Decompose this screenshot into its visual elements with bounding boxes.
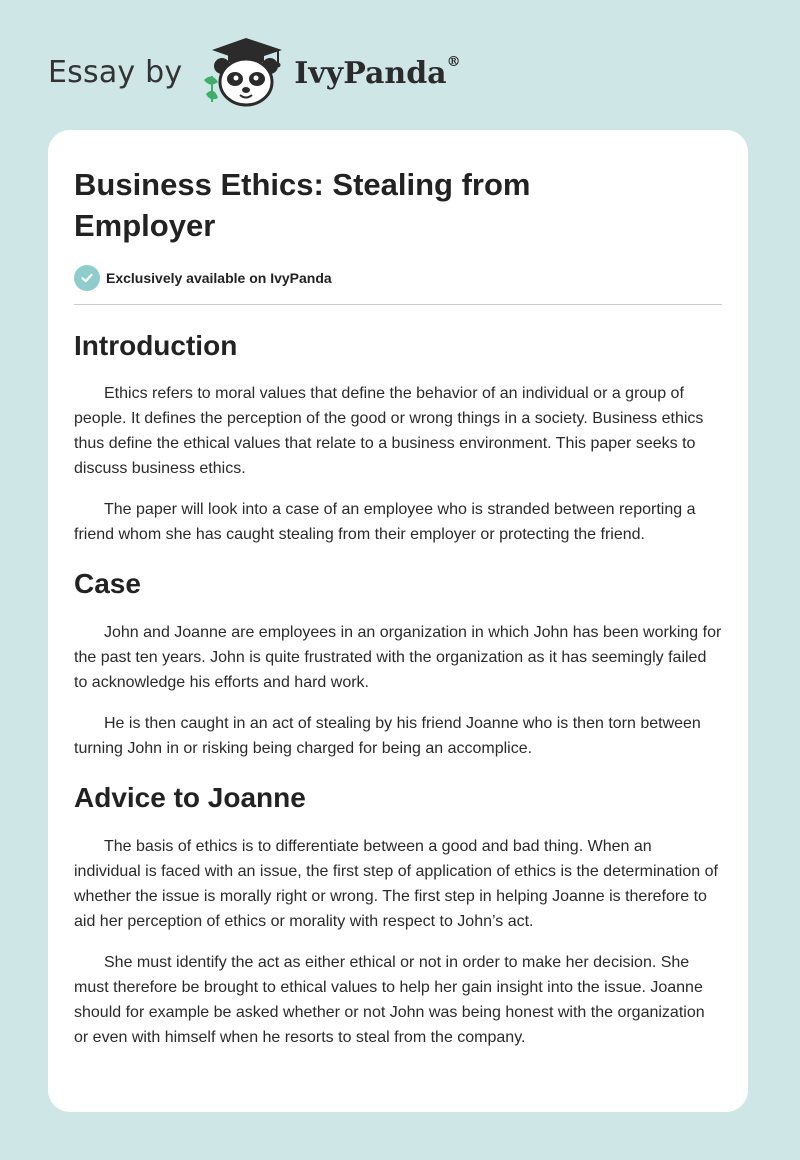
- essay-card: [48, 130, 748, 1112]
- paragraph: She must identify the act as either ethical or not in order to make her decision. She must therefore be brought to ethical values to help her gain insight into the issue. Joanne should for example be asked whether or not John was being honest with the organization or even with himself when he resorts to steal from the company.: [74, 954, 705, 1046]
- section-heading: Advice to Joanne: [74, 782, 306, 813]
- paragraph: The paper will look into a case of an employee who is stranded between reporting a friend whom she has caught stealing from their employer or protecting the friend.: [74, 501, 696, 543]
- check-circle-icon: [74, 265, 100, 291]
- section-advice-to-joanne: [74, 781, 722, 1050]
- registered-mark: ®: [446, 53, 461, 70]
- essay-title: Business Ethics: Stealing from Employer: [74, 167, 531, 243]
- paragraph: He is then caught in an act of stealing by his friend Joanne who is then torn between turning John in or risking being charged for being an accomplice.: [74, 715, 701, 757]
- brand-name[interactable]: [294, 53, 461, 91]
- paragraph: John and Joanne are employees in an organization in which John has been working for the past ten years. John is quite frustrated with the organization as it has seemingly failed to acknowledge his efforts and hard work.: [74, 624, 722, 691]
- section-heading: Introduction: [74, 330, 238, 361]
- section-heading: Case: [74, 568, 141, 599]
- section-case: [74, 567, 722, 761]
- exclusive-badge-label: Exclusively available on IvyPanda: [106, 270, 332, 286]
- panda-logo-icon[interactable]: [198, 36, 288, 108]
- divider: [74, 304, 722, 305]
- site-header: [48, 36, 461, 108]
- exclusive-badge: [74, 264, 722, 292]
- brand-text: IvyPanda: [294, 55, 447, 91]
- section-introduction: [74, 329, 722, 547]
- essay-by-label: Essay by: [48, 54, 183, 90]
- paragraph: The basis of ethics is to differentiate between a good and bad thing. When an individual is faced with an issue, the first step of application of ethics is the determination of whether the issue is morally right or wrong. The first step in helping Joanne is therefore to aid her perception of ethics or morality with respect to John’s act.: [74, 838, 718, 930]
- paragraph: Ethics refers to moral values that define the behavior of an individual or a group of people. It defines the perception of the good or wrong things in a society. Business ethics thus define the ethical values that relate to a business environment. This paper seeks to discuss business ethics.: [74, 385, 704, 477]
